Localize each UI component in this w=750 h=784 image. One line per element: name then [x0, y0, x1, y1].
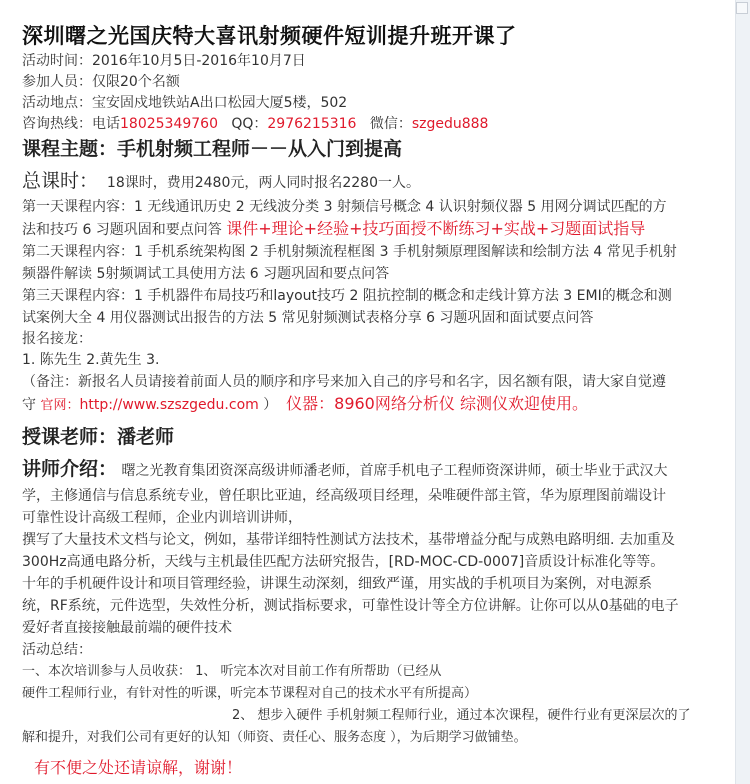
total-hours-text: 18课时，费用2480元，两人同时报名2280一人。: [106, 175, 420, 191]
official-site-link[interactable]: http://www.szszgedu.com: [79, 397, 259, 413]
hotline-prefix: 咨询热线：电话: [22, 116, 120, 132]
qq-label: QQ：: [231, 116, 268, 132]
intro-line6: 十年的手机硬件设计和项目管理经验，讲课生动深刻，细致严谨，用实战的手机项目为案例，对电源系: [22, 576, 652, 592]
day2-line2: 频器件解读 5射频调试工具使用方法 6 习题巩固和要点问答: [22, 266, 390, 282]
wechat-id: szgedu888: [411, 116, 489, 132]
day2-line1: 第二天课程内容：1 手机系统架构图 2 手机射频流程框图 3 手机射频原理图解读和绘制方法 4 常见手机射: [22, 244, 677, 260]
day1-line2-text: 法和技巧 6 习题巩固和要点问答: [22, 222, 227, 238]
signup-label: 报名接龙：: [22, 331, 92, 347]
intro-line4: 撰写了大量技术文档与论文，例如，基带详细特性测试方法技术，基带增益分配与成熟电路明细. 去加重及: [22, 532, 675, 548]
day3-line1: 第三天课程内容：1 手机器件布局技巧和layout技巧 2 阻抗控制的概念和走线计算方法 3 EMI的概念和测: [22, 288, 672, 304]
page-title: 深圳曙之光国庆特大喜讯射频硬件短训提升班开课了: [22, 24, 517, 48]
instrument-note: 仪器：8960网络分析仪 综测仪欢迎使用。: [286, 394, 588, 413]
summary-line2: 硬件工程师行业，有针对性的听课，听完本节课程对自己的技术水平有所提高）: [22, 686, 478, 701]
day1-line1: 第一天课程内容：1 无线通讯历史 2 无线波分类 3 射频信号概念 4 认识射频仪器 5 用网分调试匹配的方: [22, 199, 667, 215]
signup-note-suffix: ）: [258, 397, 278, 413]
phone-number: 18025349760: [120, 116, 218, 132]
summary-line1: 一、本次培训参与人员收获： 1、 听完本次对目前工作有所帮助（已经从: [22, 664, 442, 679]
course-theme: 课程主题：手机射频工程师－－从入门到提高: [22, 138, 403, 160]
scroll-up-button[interactable]: [736, 2, 748, 14]
signup-note-prefix: 守: [22, 397, 41, 413]
post-content: [22, 22, 730, 781]
day3-line2: 试案例大全 4 用仪器测试出报告的方法 5 常见射频测试表格分享 6 习题巩固和面试要点问答: [22, 310, 594, 326]
scrollbar[interactable]: [735, 0, 750, 784]
participants: 参加人员：仅限20个名额: [22, 74, 180, 90]
intro-line5: 300Hz高通电路分析，天线与主机最佳匹配方法研究报告，[RD-MOC-CD-0007]音质设计标准化等等。: [22, 554, 665, 570]
course-slogan: 课件+理论+经验+技巧面授不断练习+实战+习题面试指导: [226, 219, 646, 238]
intro-line7: 统，RF系统，元件选型，失效性分析，测试指标要求，可靠性设计等全方位讲解。让你可以从0基础的电子: [22, 598, 679, 614]
total-hours-label: 总课时：: [22, 170, 99, 192]
teacher-heading: 授课老师：潘老师: [22, 426, 175, 448]
summary-line3: 2、 想步入硬件 手机射频工程师行业，通过本次课程，硬件行业有更深层次的了: [232, 708, 691, 723]
intro-label: 讲师介绍：: [22, 458, 118, 480]
intro-line8: 爱好者直接接触最前端的硬件技术: [22, 620, 232, 636]
qq-number: 2976215316: [267, 116, 357, 132]
signup-note-2: [22, 393, 730, 417]
signup-list: 1. 陈先生 2.黄先生 3.: [22, 352, 160, 368]
summary-line4: 解和提升，对我们公司有更好的认知（师资、责任心、服务态度 ），为后期学习做铺垫。: [22, 730, 527, 745]
wechat-label: 微信：: [369, 116, 412, 132]
closing-note: [22, 755, 730, 781]
summary-label: 活动总结：: [22, 642, 92, 658]
activity-time: 活动时间：2016年10月5日-2016年10月7日: [22, 53, 306, 69]
activity-place: 活动地点：宝安固戍地铁站A出口松园大厦5楼，502: [22, 95, 348, 111]
official-site-label: 官网：: [40, 398, 80, 413]
intro-text-1: 曙之光教育集团资深高级讲师潘老师，首席手机电子工程师资深讲师，硕士毕业于武汉大: [121, 463, 668, 479]
total-hours: [22, 167, 730, 196]
closing-text: 有不便之处还请谅解，谢谢！: [34, 758, 243, 777]
signup-note: （备注：新报名人员请接着前面人员的顺序和序号来加入自己的序号和名字，因名额有限，请大家自觉遵: [22, 374, 666, 390]
window-top-strip: [0, 0, 750, 18]
intro-line2: 学，主修通信与信息系统专业，曾任职比亚迪，经高级项目经理，朵唯硬件部主管，华为原理图前端设计: [22, 488, 666, 504]
intro-line1: [22, 455, 730, 485]
intro-line3: 可靠性设计高级工程师，企业内训培训讲师，: [22, 510, 302, 526]
hotline: [22, 114, 730, 135]
day1-line2: [22, 218, 730, 241]
